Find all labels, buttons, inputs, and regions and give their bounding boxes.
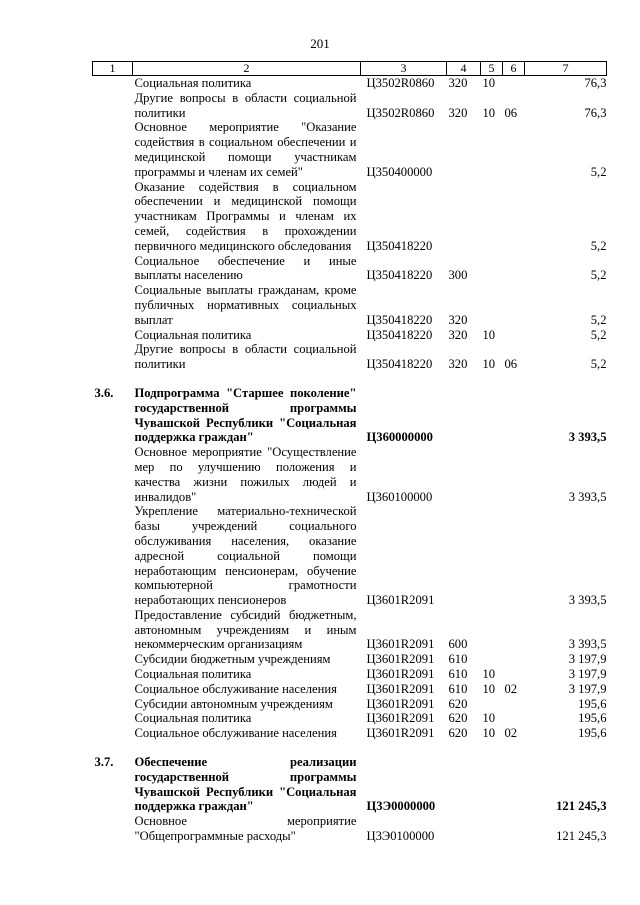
- table-row: [93, 697, 607, 712]
- table-row: [93, 711, 607, 726]
- subsection-code: [503, 254, 525, 284]
- subsection-code: [503, 711, 525, 726]
- item-name: Укрепление материально-технической базы учреждений социального обслуживания населения, оказание адресной социальной помощи неработающим пенсионерам, обучение компьютерной грамотности неработающих пенсионеров: [134, 504, 357, 608]
- column-number: 5: [481, 62, 503, 76]
- target-code: Ц350418220: [366, 312, 433, 327]
- amount: 5,2: [590, 312, 607, 327]
- table-row: [93, 504, 607, 608]
- section-code: 10: [482, 667, 496, 682]
- section-number: 3.6.: [94, 385, 114, 400]
- subsection-code: 06: [504, 357, 518, 372]
- section-code: 10: [482, 726, 496, 741]
- section-code: 10: [482, 711, 496, 726]
- expense-type: [447, 504, 481, 608]
- item-name: Основное мероприятие "Общепрограммные расходы": [134, 814, 357, 844]
- subsection-code: [503, 386, 525, 445]
- table-row: [93, 682, 607, 697]
- section-code: [481, 386, 503, 445]
- column-number: 3: [361, 62, 447, 76]
- subsection-code: [503, 445, 525, 504]
- amount: 5,2: [590, 327, 607, 342]
- amount: 3 393,5: [568, 593, 607, 608]
- section-number: [93, 342, 133, 372]
- section-number: [93, 328, 133, 343]
- amount: 3 393,5: [568, 430, 607, 445]
- table-row: [93, 328, 607, 343]
- table-row: [93, 652, 607, 667]
- target-code: Ц350418220: [366, 238, 433, 253]
- amount: 5,2: [590, 164, 607, 179]
- table-row: [93, 608, 607, 652]
- target-code: Ц350418220: [366, 357, 433, 372]
- item-name: Другие вопросы в области социальной политики: [134, 90, 357, 120]
- section-number: [93, 120, 133, 179]
- subsection-code: [503, 697, 525, 712]
- table-row: [93, 342, 607, 372]
- section-number: [93, 652, 133, 667]
- subsection-code: [503, 328, 525, 343]
- target-code: Ц3601R2091: [366, 681, 435, 696]
- target-code: Ц350400000: [366, 164, 433, 179]
- section-number: [93, 682, 133, 697]
- item-name: Социальная политика: [134, 327, 252, 342]
- section-code: [481, 445, 503, 504]
- expense-type: 320: [448, 327, 468, 342]
- amount: 76,3: [584, 105, 607, 120]
- amount: 5,2: [590, 268, 607, 283]
- section-code: 10: [482, 105, 496, 120]
- amount: 195,6: [578, 696, 607, 711]
- target-code: Ц3601R2091: [366, 711, 435, 726]
- subsection-code: [503, 755, 525, 814]
- section-code: [481, 814, 503, 844]
- table-row: [93, 76, 607, 91]
- subsection-code: [503, 504, 525, 608]
- expense-type: 320: [448, 357, 468, 372]
- expense-type: [447, 180, 481, 254]
- target-code: Ц3601R2091: [366, 667, 435, 682]
- item-name: Оказание содействия в социальном обеспечении и медицинской помощи участникам Программы и членам их семей, содействия в прохождении первичного медицинского обследования: [134, 179, 357, 253]
- expense-type: 620: [448, 711, 468, 726]
- target-code: Ц3601R2091: [366, 637, 435, 652]
- item-name: Подпрограмма "Старшее поколение" государственной программы Чувашской Республики "Социальная поддержка граждан": [134, 385, 357, 445]
- item-name: Субсидии бюджетным учреждениям: [134, 652, 331, 667]
- amount: 121 245,3: [556, 799, 607, 814]
- target-code: Ц3601R2091: [366, 652, 435, 667]
- section-code: 10: [482, 327, 496, 342]
- expense-type: 320: [448, 105, 468, 120]
- expense-type: 610: [448, 681, 468, 696]
- section-code: [481, 652, 503, 667]
- expense-type: 620: [448, 696, 468, 711]
- item-name: Социальная политика: [134, 667, 252, 682]
- subsection-code: [503, 180, 525, 254]
- subsection-code: [503, 667, 525, 682]
- section-number: 3.7.: [94, 755, 114, 770]
- section-row: [93, 755, 607, 814]
- table-row: [93, 120, 607, 179]
- table-row: [93, 814, 607, 844]
- amount: 195,6: [578, 726, 607, 741]
- section-code: 10: [482, 76, 496, 90]
- section-number: [93, 711, 133, 726]
- section-code: [481, 504, 503, 608]
- section-code: 10: [482, 681, 496, 696]
- target-code: Ц360000000: [366, 430, 433, 445]
- target-code: Ц3601R2091: [366, 593, 435, 608]
- item-name: Предоставление субсидий бюджетным, автономным учреждениям и иным некоммерческим организациям: [134, 607, 357, 652]
- item-name: Субсидии автономным учреждениям: [134, 696, 333, 711]
- table-row: [93, 254, 607, 284]
- amount: 121 245,3: [556, 829, 607, 844]
- table-row: [93, 180, 607, 254]
- amount: 76,3: [584, 76, 607, 90]
- item-name: Основное мероприятие "Оказание содействия в социальном обеспечении и медицинской помощи участникам программы и членам их семей": [134, 120, 357, 179]
- expense-type: 610: [448, 667, 468, 682]
- budget-table: [92, 61, 607, 844]
- subsection-code: [503, 120, 525, 179]
- target-code: Ц350418220: [366, 327, 433, 342]
- amount: 3 197,9: [568, 681, 607, 696]
- section-code: [481, 254, 503, 284]
- section-code: [481, 120, 503, 179]
- target-code: Ц350418220: [366, 268, 433, 283]
- column-number: 7: [525, 62, 607, 76]
- target-code: Ц3502R0860: [366, 76, 435, 90]
- amount: 3 197,9: [568, 667, 607, 682]
- section-spacer: [93, 741, 607, 755]
- expense-type: [447, 755, 481, 814]
- amount: 3 393,5: [568, 489, 607, 504]
- section-number: [93, 283, 133, 327]
- amount: 3 393,5: [568, 637, 607, 652]
- item-name: Основное мероприятие "Осуществление мер по улучшению положения и качества жизни пожилых людей и инвалидов": [134, 445, 357, 504]
- section-code: 10: [482, 357, 496, 372]
- expense-type: 300: [448, 268, 468, 283]
- table-row: [93, 283, 607, 327]
- amount: 5,2: [590, 238, 607, 253]
- section-number: [93, 726, 133, 741]
- table-row: [93, 667, 607, 682]
- table-row: [93, 445, 607, 504]
- section-number: [93, 504, 133, 608]
- expense-type: [447, 814, 481, 844]
- section-code: [481, 283, 503, 327]
- item-name: Обеспечение реализации государственной программы Чувашской Республики "Социальная поддержка граждан": [134, 755, 357, 814]
- column-number-header: [93, 62, 607, 76]
- target-code: Ц3Э0000000: [366, 799, 436, 814]
- column-number: 6: [503, 62, 525, 76]
- column-number: 1: [93, 62, 133, 76]
- expense-type: 320: [448, 312, 468, 327]
- target-code: Ц3Э0100000: [366, 829, 435, 844]
- subsection-code: 02: [504, 726, 518, 741]
- column-number: 4: [447, 62, 481, 76]
- expense-type: 600: [448, 637, 468, 652]
- section-number: [93, 76, 133, 91]
- section-number: [93, 254, 133, 284]
- target-code: Ц3601R2091: [366, 726, 435, 741]
- section-number: [93, 608, 133, 652]
- section-number: [93, 697, 133, 712]
- item-name: Другие вопросы в области социальной политики: [134, 342, 357, 372]
- item-name: Социальное обеспечение и иные выплаты населению: [134, 253, 357, 283]
- table-row: [93, 726, 607, 741]
- amount: 5,2: [590, 357, 607, 372]
- column-number: 2: [133, 62, 361, 76]
- subsection-code: [503, 283, 525, 327]
- table-row: [93, 91, 607, 121]
- amount: 195,6: [578, 711, 607, 726]
- item-name: Социальное обслуживание населения: [134, 726, 337, 741]
- target-code: Ц3601R2091: [366, 696, 435, 711]
- expense-type: 610: [448, 652, 468, 667]
- page-number: 201: [310, 36, 330, 51]
- expense-type: [447, 445, 481, 504]
- item-name: Социальное обслуживание населения: [134, 681, 337, 696]
- target-code: Ц360100000: [366, 489, 433, 504]
- subsection-code: 06: [504, 105, 518, 120]
- section-number: [93, 180, 133, 254]
- item-name: Социальная политика: [134, 711, 252, 726]
- subsection-code: [503, 76, 525, 91]
- section-number: [93, 667, 133, 682]
- section-row: [93, 386, 607, 445]
- item-name: Социальная политика: [134, 76, 252, 90]
- target-code: Ц3502R0860: [366, 105, 435, 120]
- section-code: [481, 180, 503, 254]
- expense-type: [447, 120, 481, 179]
- section-spacer: [93, 372, 607, 386]
- subsection-code: [503, 814, 525, 844]
- section-number: [93, 91, 133, 121]
- expense-type: [447, 386, 481, 445]
- section-code: [481, 608, 503, 652]
- subsection-code: [503, 652, 525, 667]
- expense-type: 620: [448, 726, 468, 741]
- item-name: Социальные выплаты гражданам, кроме публичных нормативных социальных выплат: [134, 283, 357, 327]
- section-code: [481, 697, 503, 712]
- subsection-code: 02: [504, 681, 518, 696]
- expense-type: 320: [448, 76, 468, 90]
- section-number: [93, 445, 133, 504]
- section-code: [481, 755, 503, 814]
- subsection-code: [503, 608, 525, 652]
- section-number: [93, 814, 133, 844]
- amount: 3 197,9: [568, 652, 607, 667]
